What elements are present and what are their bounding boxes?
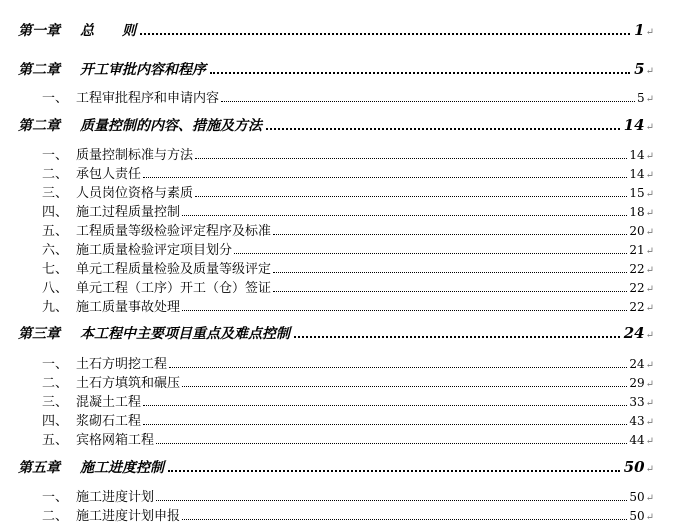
page-number: 22 — [629, 300, 645, 314]
chapter-title: 施工进度控制 — [80, 460, 164, 476]
paragraph-mark-icon: ↵ — [645, 464, 654, 475]
page-number: 22 — [629, 262, 645, 276]
chapter-title: 总 则 — [80, 23, 136, 39]
dot-leader — [273, 272, 627, 273]
toc-section-row[interactable] — [42, 372, 654, 391]
toc-chapter-row[interactable] — [18, 323, 654, 343]
section-title: 单元工程质量检验及质量等级评定 — [76, 262, 272, 277]
chapter-title: 开工审批内容和程序 — [80, 62, 206, 78]
section-title: 土石方明挖工程 — [76, 357, 168, 372]
dot-leader — [195, 196, 627, 197]
paragraph-mark-icon: ↵ — [645, 122, 654, 133]
section-number: 四、 — [42, 205, 69, 220]
toc-section-row[interactable] — [42, 391, 654, 410]
dot-leader — [294, 336, 620, 338]
paragraph-mark-icon: ↵ — [645, 303, 654, 314]
dot-leader — [182, 519, 627, 520]
toc-chapter-row[interactable] — [18, 115, 654, 135]
paragraph-mark-icon: ↵ — [645, 398, 654, 409]
toc-chapter-row[interactable] — [18, 59, 654, 79]
dot-leader — [182, 310, 627, 311]
toc-chapter-row[interactable] — [18, 457, 654, 477]
section-number: 二、 — [42, 376, 69, 391]
page-number: 50 — [629, 490, 645, 504]
page-number: 20 — [629, 224, 645, 238]
dot-leader — [273, 291, 627, 292]
section-number: 三、 — [42, 395, 69, 410]
paragraph-mark-icon: ↵ — [645, 512, 654, 523]
dot-leader — [140, 33, 630, 35]
dot-leader — [182, 386, 627, 387]
paragraph-mark-icon: ↵ — [645, 151, 654, 162]
toc-section-row[interactable] — [42, 429, 654, 448]
page-number: 22 — [629, 281, 645, 295]
dot-leader — [266, 128, 620, 130]
dot-leader — [143, 405, 627, 406]
dot-leader — [210, 72, 630, 74]
page-number: 21 — [629, 243, 645, 257]
page-number: 14 — [623, 116, 645, 134]
page-number: 14 — [629, 148, 645, 162]
section-number: 四、 — [42, 414, 69, 429]
paragraph-mark-icon: ↵ — [645, 265, 654, 276]
section-title: 单元工程（工序）开工（仓）签证 — [76, 281, 272, 296]
section-title: 质量控制标准与方法 — [76, 148, 194, 163]
dot-leader — [182, 215, 627, 216]
dot-leader — [169, 367, 627, 368]
dot-leader — [143, 177, 627, 178]
section-number: 一、 — [42, 148, 69, 163]
section-title: 宾格网箱工程 — [76, 433, 155, 448]
section-number: 一、 — [42, 357, 69, 372]
section-number: 五、 — [42, 224, 69, 239]
dot-leader — [234, 253, 627, 254]
page-number: 29 — [629, 376, 645, 390]
section-title: 施工过程质量控制 — [76, 205, 181, 220]
paragraph-mark-icon: ↵ — [645, 27, 654, 38]
dot-leader — [221, 101, 635, 102]
page-number: 50 — [629, 509, 645, 523]
page-number: 44 — [629, 433, 645, 447]
section-title: 施工质量检验评定项目划分 — [76, 243, 233, 258]
section-number: 六、 — [42, 243, 69, 258]
paragraph-mark-icon: ↵ — [645, 189, 654, 200]
section-number: 七、 — [42, 262, 69, 277]
chapter-number: 第三章 — [18, 326, 60, 342]
chapter-number: 第二章 — [18, 118, 60, 134]
chapter-number: 第一章 — [18, 23, 60, 39]
paragraph-mark-icon: ↵ — [645, 379, 654, 390]
paragraph-mark-icon: ↵ — [645, 360, 654, 371]
dot-leader — [195, 158, 627, 159]
paragraph-mark-icon: ↵ — [645, 94, 654, 105]
section-number: 五、 — [42, 433, 69, 448]
paragraph-mark-icon: ↵ — [645, 417, 654, 428]
section-title: 施工进度计划申报 — [76, 509, 181, 524]
toc-section-row[interactable] — [42, 486, 654, 505]
section-number: 九、 — [42, 300, 69, 315]
page-number: 5 — [636, 91, 645, 105]
toc-section-row[interactable] — [42, 258, 654, 277]
chapter-title: 质量控制的内容、措施及方法 — [80, 118, 262, 134]
section-number: 二、 — [42, 509, 69, 524]
paragraph-mark-icon: ↵ — [645, 436, 654, 447]
section-title: 施工质量事故处理 — [76, 300, 181, 315]
paragraph-mark-icon: ↵ — [645, 246, 654, 257]
dot-leader — [143, 424, 627, 425]
toc-section-row[interactable] — [42, 163, 654, 182]
section-title: 工程质量等级检验评定程序及标准 — [76, 224, 272, 239]
toc-section-row[interactable] — [42, 410, 654, 429]
page-number: 1 — [634, 21, 645, 39]
section-title: 承包人责任 — [76, 167, 142, 182]
toc-chapter-row[interactable] — [18, 20, 654, 40]
page-number: 18 — [629, 205, 645, 219]
toc-section-row[interactable] — [42, 505, 654, 524]
toc-section-row[interactable] — [42, 201, 654, 220]
dot-leader — [273, 234, 627, 235]
page-number: 24 — [629, 357, 645, 371]
section-title: 人员岗位资格与素质 — [76, 186, 194, 201]
paragraph-mark-icon: ↵ — [645, 208, 654, 219]
section-title: 工程审批程序和申请内容 — [76, 91, 220, 106]
page-number: 33 — [629, 395, 645, 409]
paragraph-mark-icon: ↵ — [645, 284, 654, 295]
paragraph-mark-icon: ↵ — [645, 170, 654, 181]
toc-section-row[interactable] — [42, 239, 654, 258]
toc-section-row[interactable] — [42, 182, 654, 201]
page-number: 5 — [634, 60, 645, 78]
section-number: 三、 — [42, 186, 69, 201]
section-number: 二、 — [42, 167, 69, 182]
paragraph-mark-icon: ↵ — [645, 66, 654, 77]
toc-section-row[interactable] — [42, 296, 654, 315]
toc-section-row[interactable] — [42, 144, 654, 163]
page-number: 15 — [629, 186, 645, 200]
paragraph-mark-icon: ↵ — [645, 330, 654, 341]
dot-leader — [156, 500, 627, 501]
dot-leader — [156, 443, 627, 444]
toc-section-row[interactable] — [42, 277, 654, 296]
paragraph-mark-icon: ↵ — [645, 493, 654, 504]
section-title: 土石方填筑和碾压 — [76, 376, 181, 391]
section-title: 施工进度计划 — [76, 490, 155, 505]
section-number: 八、 — [42, 281, 69, 296]
page-number: 24 — [623, 324, 645, 342]
section-title: 混凝土工程 — [76, 395, 142, 410]
chapter-number: 第五章 — [18, 460, 60, 476]
section-number: 一、 — [42, 490, 69, 505]
page-number: 43 — [629, 414, 645, 428]
section-number: 一、 — [42, 91, 69, 106]
chapter-title: 本工程中主要项目重点及难点控制 — [80, 326, 290, 342]
toc-section-row[interactable] — [42, 353, 654, 372]
paragraph-mark-icon: ↵ — [645, 227, 654, 238]
toc-section-row[interactable] — [42, 220, 654, 239]
dot-leader — [168, 470, 620, 472]
section-title: 浆砌石工程 — [76, 414, 142, 429]
page-number: 50 — [623, 458, 645, 476]
chapter-number: 第二章 — [18, 62, 60, 78]
page-number: 14 — [629, 167, 645, 181]
toc-section-row[interactable] — [42, 87, 654, 106]
